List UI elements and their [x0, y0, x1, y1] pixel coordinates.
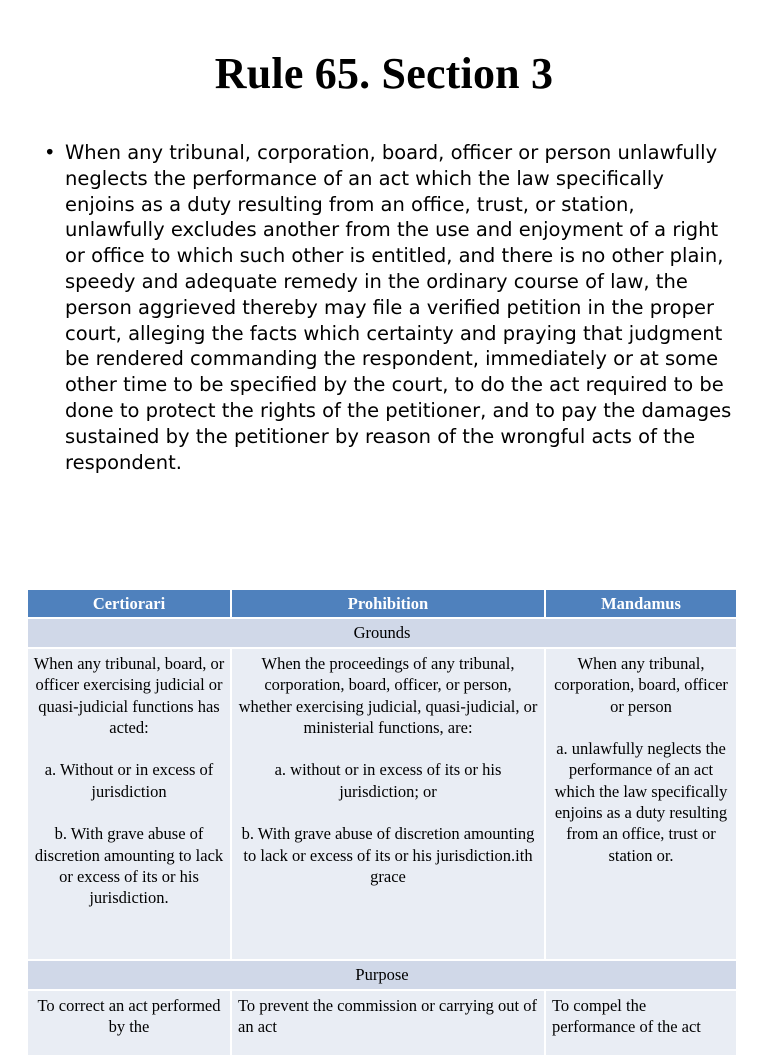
bullet-paragraph	[44, 140, 734, 475]
purpose-prohibition	[231, 990, 545, 1056]
header-prohibition: Prohibition	[231, 589, 545, 618]
purpose-certiorari-text: To correct an act performed by the	[37, 996, 221, 1037]
header-certiorari: Certiorari	[27, 589, 231, 618]
bullet-marker: •	[44, 141, 56, 164]
purpose-mandamus	[545, 990, 737, 1056]
grounds-mandamus	[545, 648, 737, 960]
grounds-certiorari	[27, 648, 231, 960]
page-title: Rule 65. Section 3	[214, 49, 554, 98]
grounds-label: Grounds	[27, 618, 737, 648]
header-mandamus: Mandamus	[545, 589, 737, 618]
comparison-table	[26, 588, 738, 1057]
purpose-mandamus-text: To compel the performance of the act	[552, 996, 701, 1037]
table-header-row	[27, 589, 737, 618]
purpose-section-row	[27, 960, 737, 990]
grounds-section-row	[27, 618, 737, 648]
grounds-prohibition-text: When the proceedings of any tribunal, corporation, board, officer, or person, whether exercising judicial, quasi-judicial, or ministerial functions, are: a. without or in excess of its or his jurisdiction; or b. With grave abuse of discretion amounting to lack or excess of its or his jurisdiction.ith grace	[238, 654, 538, 886]
purpose-row	[27, 990, 737, 1056]
grounds-certiorari-text: When any tribunal, board, or officer exercising judicial or quasi-judicial functions has acted: a. Without or in excess of jurisdiction b. With grave abuse of discretion amounting to lack or excess of its or his jurisdiction.	[33, 654, 225, 908]
grounds-prohibition	[231, 648, 545, 960]
rule-text: When any tribunal, corporation, board, officer or person unlawfully neglects the performance of an act which the law specifically enjoins as a duty resulting from an office, trust, or station, unlawfully excludes another from the use and enjoyment of a right or office to which such other is entitled, and there is no other plain, speedy and adequate remedy in the ordinary course of law, the person aggrieved thereby may file a verified petition in the proper court, alleging the facts which certainty and praying that judgment be rendered commanding the respondent, immediately or at some other time to be specified by the court, to do the act required to be done to protect the rights of the petitioner, and to pay the damages sustained by the petitioner by reason of the wrongful acts of the respondent.	[65, 141, 732, 474]
purpose-label: Purpose	[27, 960, 737, 990]
grounds-row	[27, 648, 737, 960]
purpose-prohibition-text: To prevent the commission or carrying out of an act	[238, 996, 537, 1037]
grounds-mandamus-text: When any tribunal, corporation, board, officer or person a. unlawfully neglects the performance of an act which the law specifically enjoins as a duty resulting from an office, trust or station or.	[554, 654, 728, 865]
purpose-certiorari	[27, 990, 231, 1056]
